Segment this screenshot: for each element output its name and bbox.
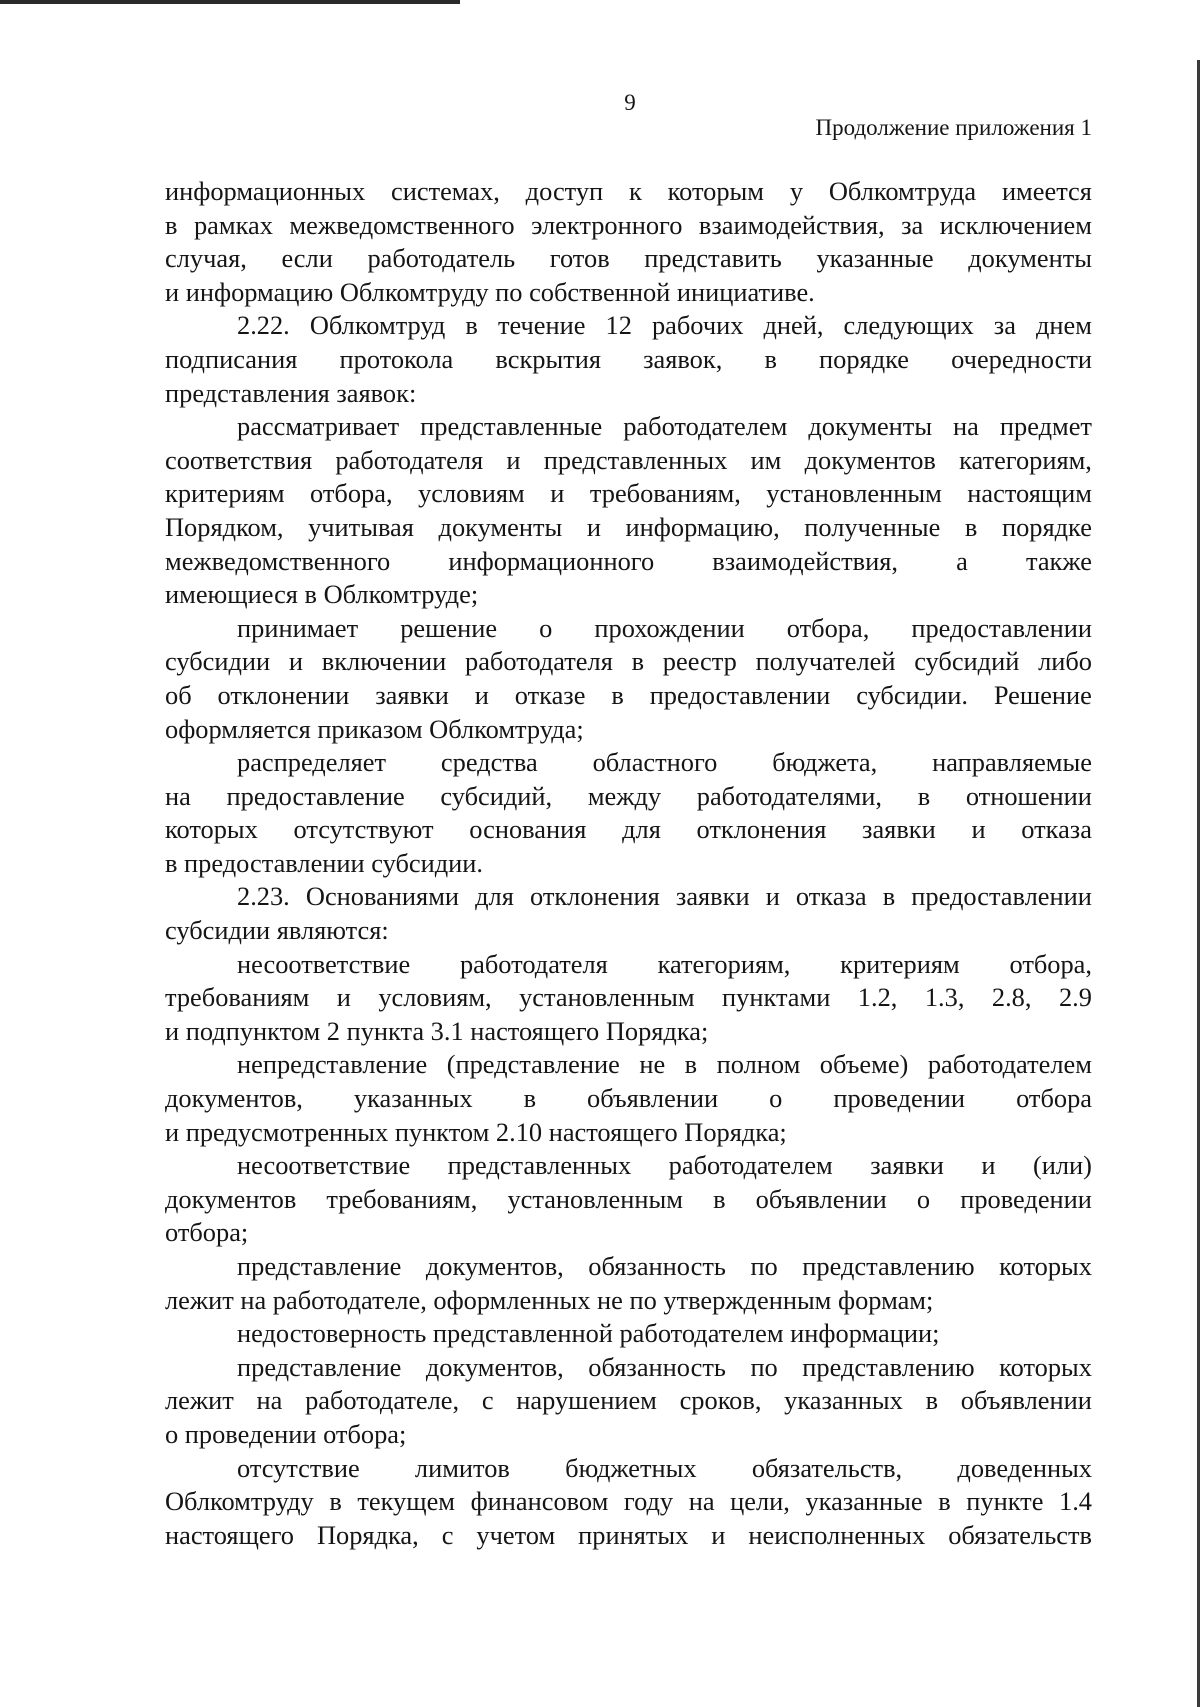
text-line [165, 1519, 1092, 1553]
word: реестр [662, 646, 737, 677]
text-line [165, 780, 1092, 814]
word: представление [237, 1251, 402, 1281]
word: информацию, [625, 511, 780, 542]
word: информационных [165, 176, 366, 206]
text-line [165, 511, 1092, 545]
text-line [165, 175, 1092, 209]
word: имеется [1001, 176, 1092, 206]
word: очередности [951, 343, 1092, 374]
word: лимитов [414, 1452, 510, 1483]
word: обязанность [588, 1251, 726, 1281]
header-note: Продолжение приложения 1 [815, 115, 1092, 140]
word: в [329, 1486, 342, 1517]
word: работодателе, [305, 1385, 460, 1416]
word: готов [549, 243, 610, 274]
word: и [506, 444, 521, 475]
text-line [165, 209, 1092, 243]
word: о [539, 612, 553, 643]
word: (или) [1032, 1150, 1092, 1181]
word: либо [1038, 646, 1092, 677]
text-line: и предусмотренных пунктом 2.10 настоящего Порядка; [165, 1116, 787, 1147]
word: которых [999, 1251, 1092, 1281]
word: в [882, 881, 896, 912]
word: работодателями, [696, 780, 883, 811]
word: в [631, 646, 645, 677]
word: в [713, 1183, 726, 1214]
word: которых [999, 1351, 1092, 1382]
word: установленным [766, 478, 942, 509]
word: направляемые [932, 747, 1092, 778]
word: бюджета, [772, 747, 878, 778]
word: нарушением [516, 1385, 657, 1416]
word: и [474, 679, 489, 710]
word: лежит [165, 1385, 234, 1416]
word: документов [804, 444, 936, 475]
text-line: представления заявок: [165, 377, 417, 408]
word: работодателем [623, 411, 788, 442]
word: следующих [843, 310, 974, 341]
word: а [956, 545, 968, 576]
word: в [964, 511, 978, 542]
word: предоставлении [911, 881, 1092, 912]
word: рабочих [651, 310, 744, 341]
word: в [917, 780, 931, 811]
word: доступ [525, 176, 604, 206]
word: с [441, 1519, 454, 1550]
word: непредставление [237, 1049, 428, 1080]
word: прохождении [594, 612, 745, 643]
word: и [711, 1519, 726, 1550]
word: субсидии. [856, 679, 968, 710]
word: отношении [965, 780, 1092, 811]
word: по [750, 1251, 778, 1281]
word: предоставлении [911, 612, 1092, 643]
word: учетом [476, 1519, 556, 1550]
word: также [1025, 545, 1092, 576]
word: 12 [605, 310, 632, 341]
text-line [165, 1149, 1092, 1183]
word: дней, [763, 310, 824, 341]
text-line [165, 1250, 1092, 1284]
text-line [165, 242, 1092, 276]
word: представлению [802, 1351, 975, 1382]
word: на [953, 411, 979, 442]
word: указанных [784, 1385, 903, 1416]
text-line: и информацию Облкомтруду по собственной инициативе. [165, 276, 815, 307]
word: с [481, 1385, 494, 1416]
page-number: 9 [624, 90, 636, 115]
text-line [165, 309, 1092, 343]
word: отбора, [310, 478, 393, 509]
word: установленным [507, 1183, 683, 1214]
word: настоящего [165, 1519, 294, 1550]
word: отсутствуют [293, 814, 434, 845]
word: требованиям [165, 982, 310, 1013]
text-line [165, 444, 1092, 478]
word: проведении [833, 1083, 966, 1114]
word: получателей [755, 646, 896, 677]
text-line [165, 410, 1092, 444]
text-line [165, 948, 1092, 982]
word: отклонения [696, 814, 827, 845]
word: для [475, 881, 514, 912]
word: отсутствие [237, 1452, 360, 1483]
text-line: недостоверность представленной работодателем информации; [237, 1318, 940, 1349]
word: работодателем [927, 1049, 1092, 1080]
word: работодателя [459, 948, 608, 979]
word: исключением [939, 209, 1092, 240]
text-line: оформляется приказом Облкомтруда; [165, 713, 584, 744]
word: в [684, 1049, 698, 1080]
word: Облкомтруда [828, 176, 977, 206]
word: документов [165, 1183, 297, 1214]
word: отказа [1021, 814, 1092, 845]
word: сроков, [679, 1385, 762, 1416]
word: заявок, [643, 343, 723, 374]
word: предоставлении [649, 679, 831, 710]
word: 2.8, [991, 982, 1032, 1013]
word: году [623, 1486, 674, 1517]
text-line [165, 1485, 1092, 1519]
text-line [165, 477, 1092, 511]
word: Порядком, [165, 511, 284, 542]
word: межведомственного [165, 545, 391, 576]
word: которым [667, 176, 764, 206]
word: учитывая [308, 511, 414, 542]
word: и [981, 1150, 996, 1181]
word: днем [1035, 310, 1092, 341]
word: об [165, 679, 192, 710]
word: за [901, 209, 924, 240]
word: заявки [675, 881, 750, 912]
word: решение [400, 612, 498, 643]
word: категориям, [959, 444, 1092, 475]
word: работодателя [465, 646, 613, 677]
word: заявки [870, 1150, 944, 1181]
word: отказа [795, 881, 867, 912]
word: соответствия [165, 444, 313, 475]
word: субсидии [165, 646, 271, 677]
text-line [165, 645, 1092, 679]
word: межведомственного [289, 209, 515, 240]
word: основания [469, 814, 587, 845]
word: в [764, 343, 777, 374]
word: Основаниями [305, 881, 460, 912]
word: отбора, [786, 612, 870, 643]
word: в [465, 310, 478, 341]
text-line [165, 813, 1092, 847]
scan-edge-top [0, 0, 460, 4]
word: взаимодействия, [698, 209, 885, 240]
word: бюджетных [565, 1452, 697, 1483]
word: отбора [1016, 1083, 1092, 1114]
word: для [622, 814, 661, 845]
word: если [281, 243, 333, 274]
word: вскрытия [495, 343, 601, 374]
word: о [769, 1083, 783, 1114]
word: цели, [730, 1486, 790, 1517]
word: Порядка, [316, 1519, 419, 1550]
word: обязательств, [751, 1452, 903, 1483]
word: работодатель [367, 243, 516, 274]
word: условиям [418, 478, 525, 509]
text-line [165, 1384, 1092, 1418]
word: областного [592, 747, 718, 778]
word: Облкомтруд [309, 310, 446, 341]
word: доведенных [957, 1452, 1092, 1483]
text-line: имеющиеся в Облкомтруде; [165, 579, 479, 610]
word: представление [237, 1351, 402, 1382]
word: протокола [339, 343, 454, 374]
word: в [523, 1083, 537, 1114]
word: проведении [960, 1183, 1092, 1214]
word: документов, [425, 1351, 564, 1382]
word: работодателя [335, 444, 484, 475]
word: системах, [391, 176, 500, 206]
word: указанные [816, 243, 934, 274]
word: течение [497, 310, 586, 341]
word: текущем [357, 1486, 455, 1517]
word: представленных [447, 1150, 632, 1181]
word: неисполненных [748, 1519, 926, 1550]
word: на [165, 780, 191, 811]
word: электронного [531, 209, 683, 240]
word: представлению [802, 1251, 975, 1281]
word: им [750, 444, 782, 475]
word: за [993, 310, 1016, 341]
word: объявлении [960, 1385, 1092, 1416]
word: полученные [804, 511, 941, 542]
word: указанных [353, 1083, 473, 1114]
word: и [971, 814, 986, 845]
word: пунктами [722, 982, 831, 1013]
word: и [336, 982, 351, 1013]
word: средства [440, 747, 538, 778]
word: в [938, 1486, 951, 1517]
text-line [165, 1452, 1092, 1486]
text-line: в предоставлении субсидии. [165, 847, 484, 878]
word: условиям, [378, 982, 492, 1013]
word: субсидий, [440, 780, 553, 811]
word: о [916, 1183, 931, 1214]
word: порядке [819, 343, 910, 374]
word: рассматривает [237, 411, 400, 442]
word: категориям, [657, 948, 791, 979]
word: документы [438, 511, 563, 542]
word: не [639, 1049, 666, 1080]
word: принятых [578, 1519, 689, 1550]
word: представить [644, 243, 782, 274]
word: субсидий [914, 646, 1020, 677]
word: заявки [375, 679, 449, 710]
text-line: субсидии являются: [165, 915, 389, 946]
word: между [587, 780, 662, 811]
word: по [750, 1351, 778, 1382]
text-line [165, 1082, 1092, 1116]
word: установленным [519, 982, 695, 1013]
word: обязательств [948, 1519, 1092, 1550]
word: представленных [543, 444, 728, 475]
word: финансовом [470, 1486, 609, 1517]
text-line: отбора; [165, 1217, 249, 1248]
text-line [165, 1183, 1092, 1217]
body-text [165, 175, 1092, 1552]
word: объеме) [819, 1049, 909, 1080]
word: Решение [993, 679, 1092, 710]
text-line [165, 1048, 1092, 1082]
word: документы [808, 411, 933, 442]
word: пункте [966, 1486, 1044, 1517]
word: и [550, 478, 565, 509]
word: на [256, 1385, 283, 1416]
word: предоставление [226, 780, 405, 811]
text-line [165, 1351, 1092, 1385]
word: отклонении [217, 679, 350, 710]
word: и [288, 646, 304, 677]
word: которых [165, 814, 258, 845]
word: порядке [1001, 511, 1092, 542]
word: включении [321, 646, 447, 677]
word: отказе [514, 679, 586, 710]
word: документов, [165, 1083, 303, 1114]
word: в [611, 679, 624, 710]
word: рамках [193, 209, 273, 240]
text-line [165, 880, 1092, 914]
word: принимает [237, 612, 359, 643]
word: в [925, 1385, 939, 1416]
word: на [688, 1486, 715, 1517]
word: подписания [165, 343, 298, 374]
text-line [165, 343, 1092, 377]
word: Облкомтруду [165, 1486, 314, 1517]
word: требованиям, [589, 478, 741, 509]
word: отбора, [1009, 948, 1092, 979]
word: несоответствие [237, 1150, 411, 1181]
word: распределяет [237, 747, 387, 778]
word: у [789, 176, 804, 206]
word: предмет [999, 411, 1092, 442]
word: в [165, 209, 178, 240]
word: 2.9 [1058, 982, 1092, 1013]
text-line: лежит на работодателе, оформленных не по утвержденным формам; [165, 1284, 934, 1315]
word: 1.2, [857, 982, 898, 1013]
text-line [165, 679, 1092, 713]
word: критериям [165, 478, 285, 509]
word: и [586, 511, 601, 542]
word: информационного [448, 545, 655, 576]
word: несоответствие [237, 948, 411, 979]
word: и [765, 881, 780, 912]
word: требованиям, [326, 1183, 478, 1214]
word: настоящим [967, 478, 1092, 509]
text-line [165, 746, 1092, 780]
text-line [165, 981, 1092, 1015]
word: случая, [165, 243, 247, 274]
text-line: о проведении отбора; [165, 1418, 407, 1449]
text-line: и подпунктом 2 пункта 3.1 настоящего Порядка; [165, 1015, 709, 1046]
word: указанные [805, 1486, 923, 1517]
word: к [629, 176, 642, 206]
word: 1.4 [1059, 1486, 1092, 1517]
word: документов, [425, 1251, 564, 1281]
word: 2.23. [237, 881, 290, 912]
word: отклонения [529, 881, 660, 912]
word: взаимодействия, [712, 545, 898, 576]
word: работодателем [668, 1150, 833, 1181]
word: 2.22. [237, 310, 290, 341]
text-line [165, 545, 1092, 579]
word: 1.3, [924, 982, 965, 1013]
word: (представление [446, 1049, 620, 1080]
word: объявлении [755, 1183, 887, 1214]
word: объявлении [587, 1083, 719, 1114]
word: обязанность [588, 1351, 726, 1382]
word: документы [968, 243, 1092, 274]
word: представленные [420, 411, 603, 442]
word: полном [716, 1049, 801, 1080]
word: заявки [862, 814, 936, 845]
word: критериям [840, 948, 960, 979]
text-line [165, 612, 1092, 646]
